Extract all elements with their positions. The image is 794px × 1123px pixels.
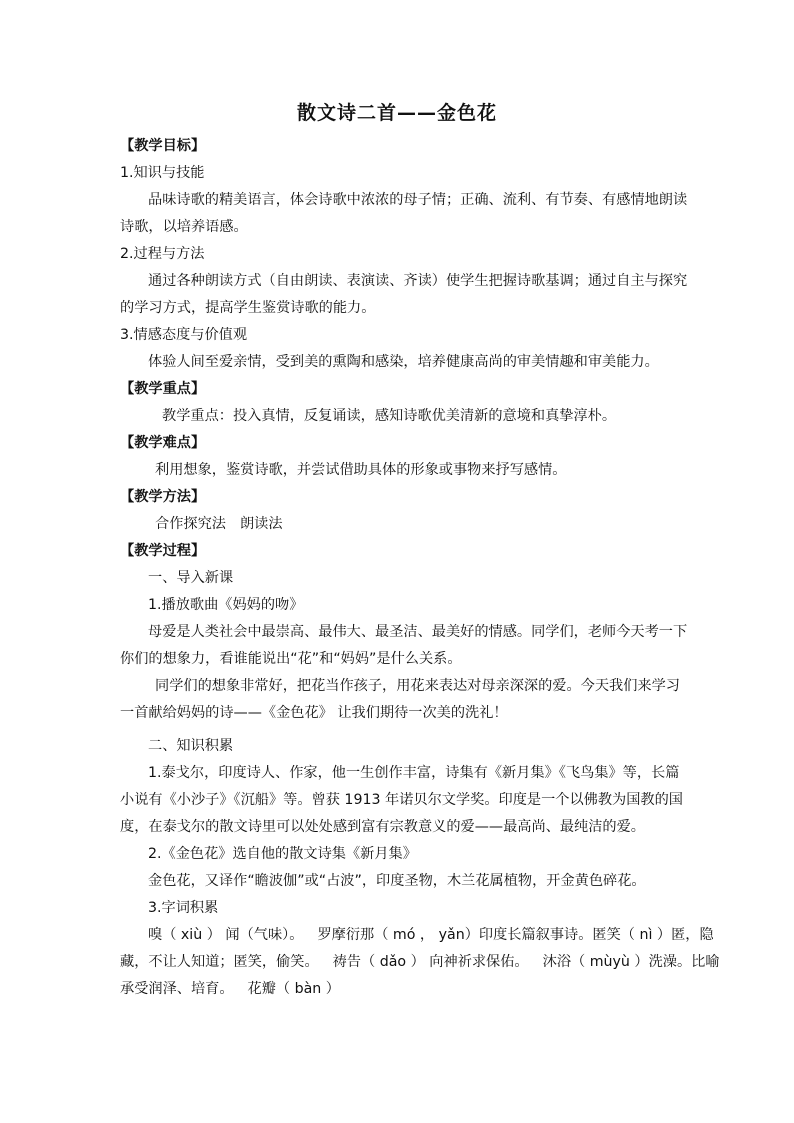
paragraph-line: 教学重点：投入真情，反复诵读，感知诗歌优美清新的意境和真挚淳朴。	[162, 408, 617, 424]
section-heading-methods: 【教学方法】	[120, 489, 206, 505]
paragraph-line: 度，在泰戈尔的散文诗里可以处处感到富有宗教意义的爱——最高尚、最纯洁的爱。	[120, 819, 645, 835]
section-heading-difficulties: 【教学难点】	[120, 435, 206, 451]
section-heading-process: 【教学过程】	[120, 543, 206, 559]
paragraph-line: 通过各种朗读方式（自由朗读、表演读、齐读）使学生把握诗歌基调；通过自主与探究	[148, 273, 688, 289]
paragraph-line: 你们的想象力，看谁能说出“花”和“妈妈”是什么关系。	[120, 651, 462, 667]
subheading-introduction: 一、导入新课	[148, 570, 234, 586]
vocab-entry: 承受润泽、培育。	[120, 981, 234, 997]
section-heading-key-points: 【教学重点】	[120, 381, 206, 397]
paragraph-line: 1.播放歌曲《妈妈的吻》	[148, 597, 304, 613]
subheading-process-methods: 2.过程与方法	[120, 246, 205, 262]
document-title: 散文诗二首——金色花	[296, 102, 497, 124]
paragraph-line: 同学们的想象非常好，把花当作孩子，用花来表达对母亲深深的爱。今天我们来学习	[155, 678, 680, 694]
paragraph-line: 体验人间至爱亲情，受到美的熏陶和感染，培养健康高尚的审美情趣和审美能力。	[148, 354, 659, 370]
paragraph-line: 一首献给妈妈的诗——《金色花》 让我们期待一次美的洗礼！	[120, 705, 508, 721]
method-item: 朗读法	[239, 516, 283, 532]
paragraph-line: 2.《金色花》选自他的散文诗集《新月集》	[148, 846, 417, 862]
subheading-knowledge: 二、知识积累	[148, 738, 234, 754]
vocab-entry: 藏，不让人知道；匿笑，偷笑。	[120, 954, 319, 970]
subheading-emotion-values: 3.情感态度与价值观	[120, 327, 248, 343]
subheading-knowledge-skills: 1.知识与技能	[120, 165, 205, 181]
paragraph-line: 利用想象，鉴赏诗歌，并尝试借助具体的形象或事物来抒写感情。	[155, 462, 567, 478]
section-heading-objectives: 【教学目标】	[120, 138, 206, 154]
vocabulary-line	[148, 925, 714, 945]
paragraph-line: 的学习方式，提高学生鉴赏诗歌的能力。	[120, 300, 376, 316]
vocab-entry: 沐浴（ mùyù ）洗澡。比喻	[542, 954, 720, 970]
paragraph-line: 品味诗歌的精美语言，体会诗歌中浓浓的母子情；正确、流利、有节奏、有感情地朗读	[148, 192, 688, 208]
vocab-entry: 祷告（ dǎo ） 向神祈求保佑。	[332, 954, 529, 970]
vocabulary-line	[120, 979, 340, 999]
vocab-entry: 花瓣（ bàn ）	[247, 981, 340, 997]
vocabulary-line	[120, 952, 720, 972]
paragraph-line: 1.泰戈尔，印度诗人、作家，他一生创作丰富，诗集有《新月集》《飞鸟集》等，长篇	[148, 765, 680, 781]
subheading-vocabulary: 3.字词积累	[148, 900, 219, 916]
paragraph-line: 母爱是人类社会中最崇高、最伟大、最圣洁、最美好的情感。同学们，老师今天考一下	[148, 624, 688, 640]
method-item: 合作探究法	[155, 516, 226, 532]
methods-line	[155, 514, 283, 534]
paragraph-line: 诗歌，以培养语感。	[120, 219, 248, 235]
vocab-entry: 罗摩衍那（ mó ， yǎn）印度长篇叙事诗。匿笑（ nì ）匿，隐	[317, 927, 714, 943]
paragraph-line: 小说有《小沙子》《沉船》等。曾获 1913 年诺贝尔文学奖。印度是一个以佛教为国教的国	[120, 792, 683, 808]
paragraph-line: 金色花，又译作“瞻波伽”或“占波”，印度圣物，木兰花属植物，开金黄色碎花。	[148, 873, 646, 889]
vocab-entry: 嗅（ xiù ） 闻（气味）。	[148, 927, 304, 943]
